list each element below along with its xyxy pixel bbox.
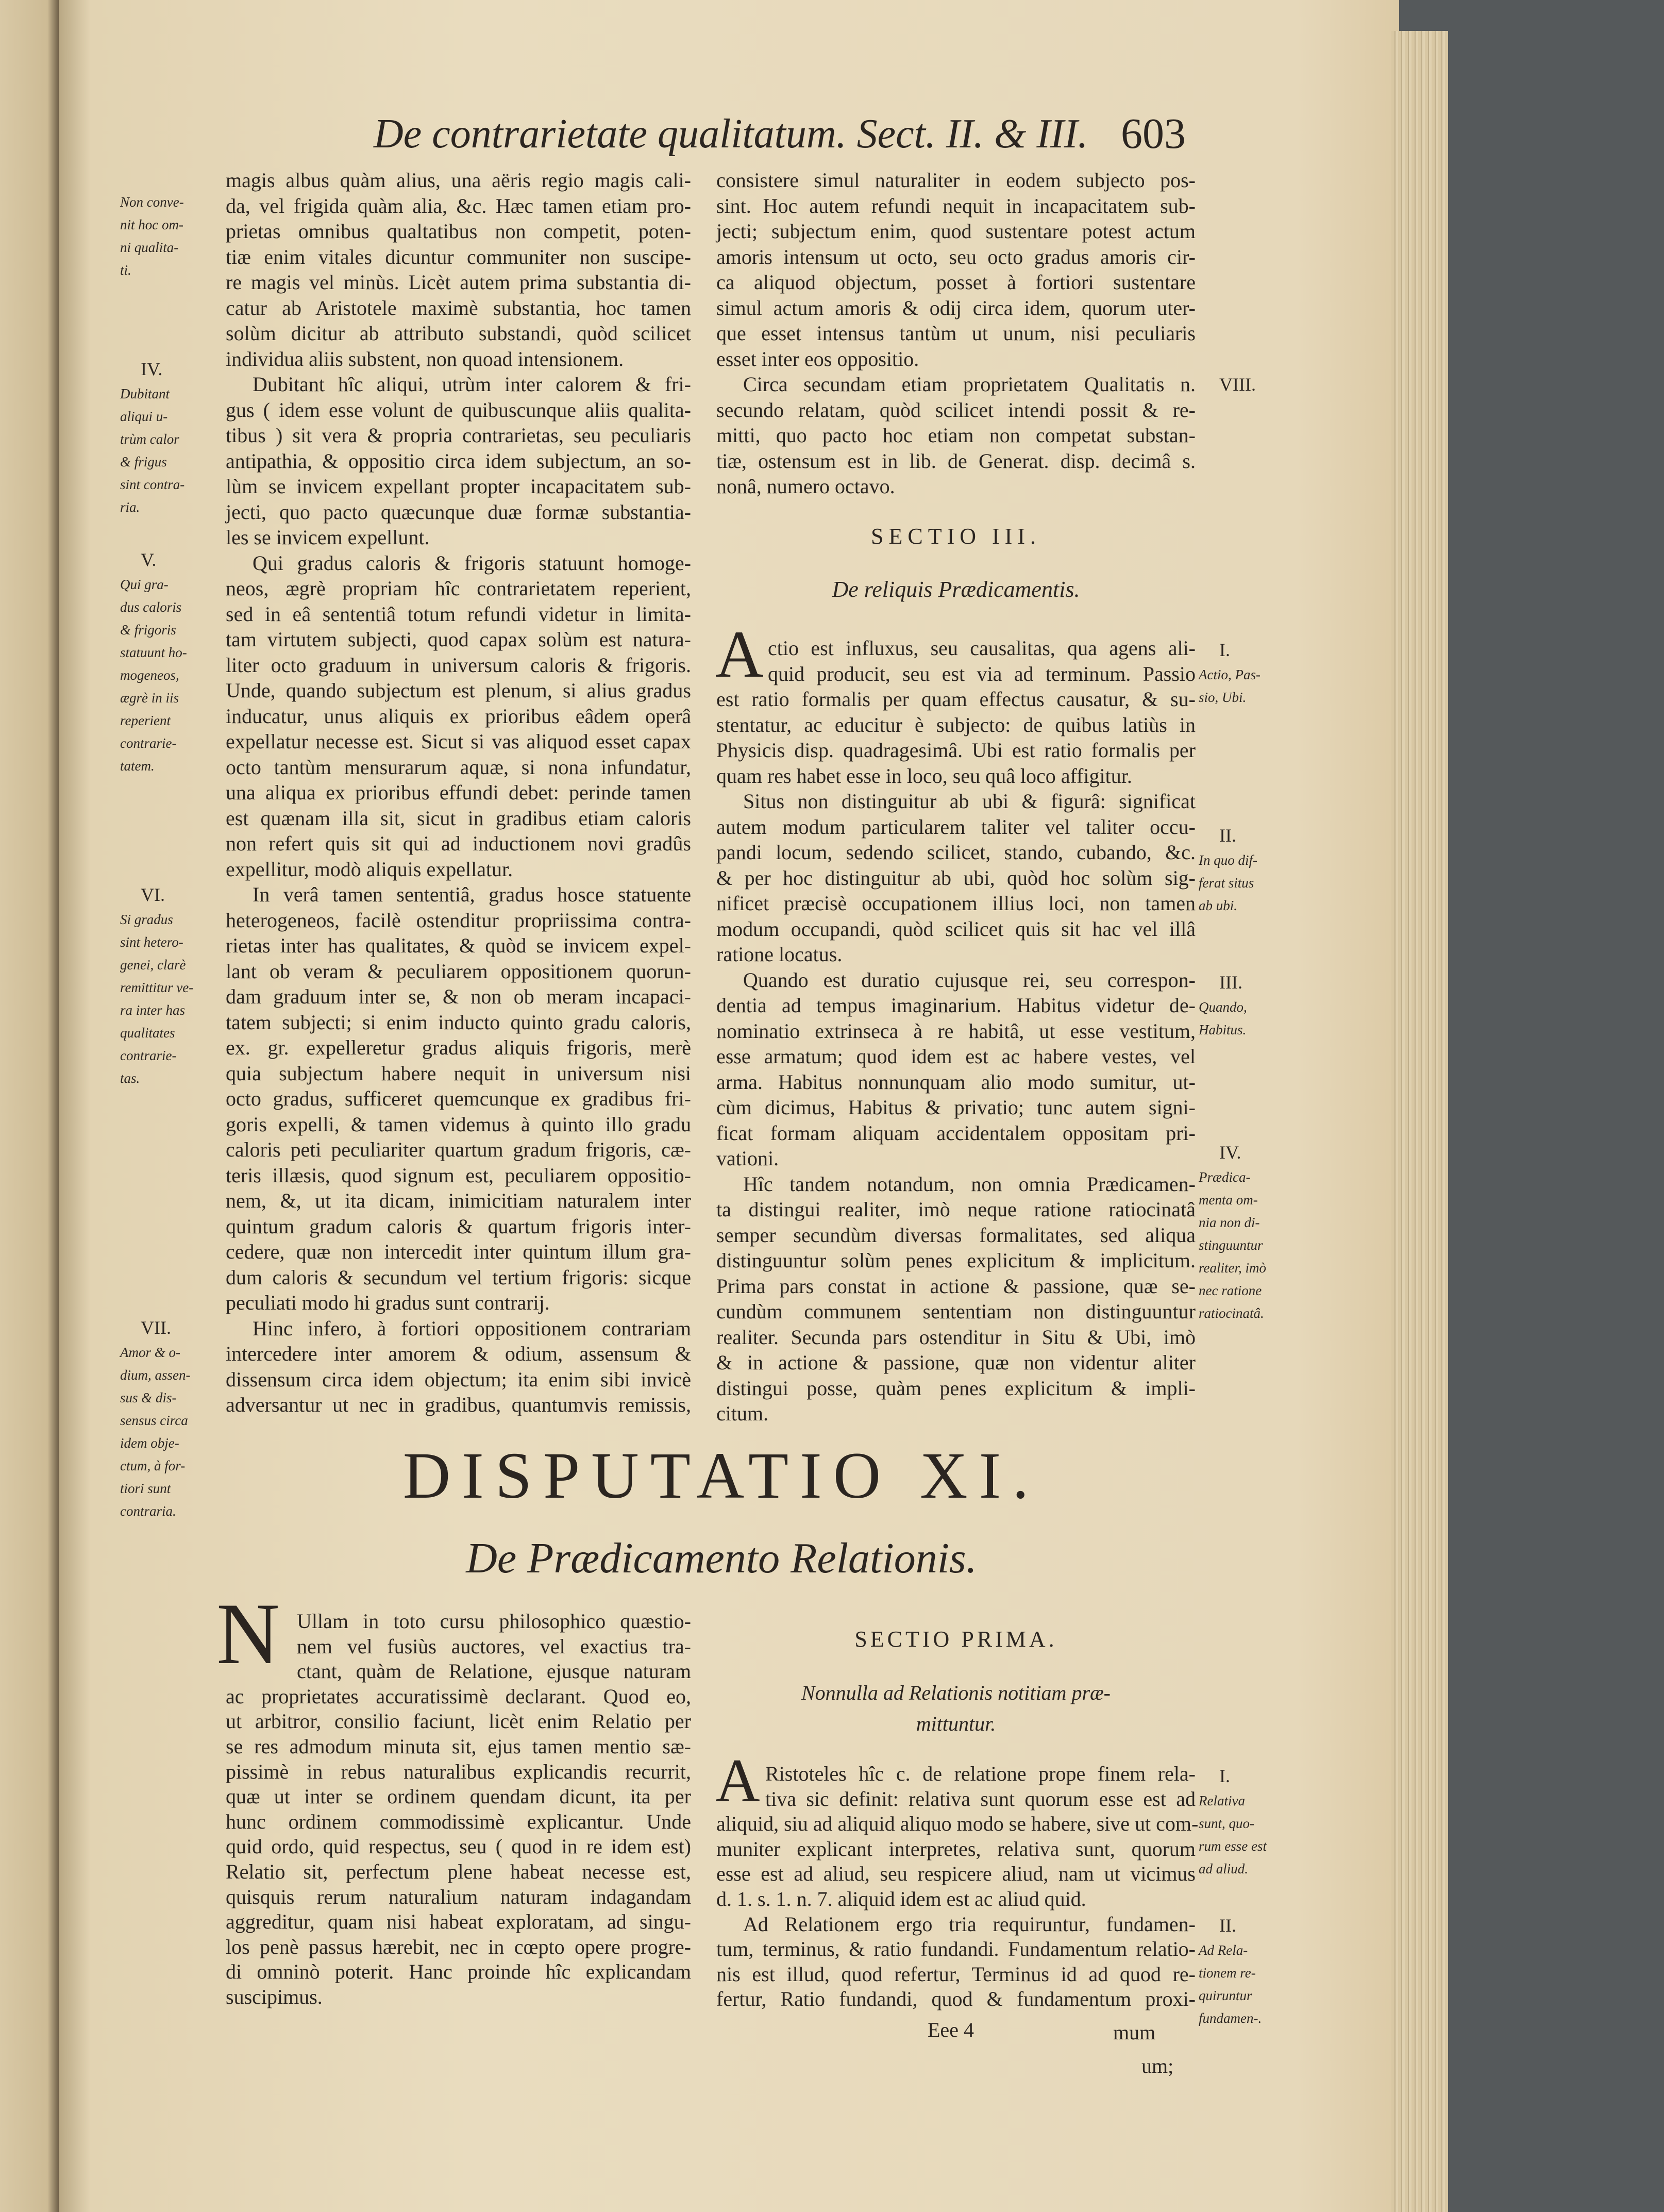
text-line: tiæ, ostensum est in lib. de Generat. disp. decimâ s. xyxy=(716,449,1196,473)
text-line: non refert quis sit qui ad inductionem novi gradûs xyxy=(226,832,691,855)
margin-note-line: Habitus. xyxy=(1199,1022,1247,1037)
text-line: vationi. xyxy=(716,1147,779,1170)
margin-note-line: ad aliud. xyxy=(1199,1861,1249,1876)
text-line: sint. Hoc autem refundi nequit in incapacitatem sub- xyxy=(716,194,1196,217)
text-line: ex. gr. expelleretur gradus aliquis frigoris, merè xyxy=(226,1036,691,1059)
margin-note-line: sus & dis- xyxy=(120,1390,177,1405)
text-line: jecti, quo pacto quæcunque duæ formæ substantia- xyxy=(226,500,691,524)
margin-note-line: contrarie- xyxy=(120,735,177,751)
text-line: da, vel frigida quàm alia, &c. Hæc tamen etiam pro- xyxy=(226,194,691,217)
catchword: mum xyxy=(1113,2021,1156,2044)
text-line: autem modum particularem taliter vel taliter occu- xyxy=(716,815,1196,839)
text-line: ta distingui realiter, imò neque ratione ratiocinatâ xyxy=(716,1198,1196,1221)
section-3-text xyxy=(716,635,1196,1427)
margin-note-line: nit hoc om- xyxy=(120,217,183,232)
text-line: Relatio sit, perfectum plene habeat necesse est, xyxy=(226,1859,691,1883)
margin-note-line: tionem re- xyxy=(1199,1965,1256,1981)
text-line: suscipimus. xyxy=(226,1985,323,2008)
text-line: di omninò poterit. Hanc proinde hîc explicandam xyxy=(226,1960,691,1984)
text-line: heterogeneos, facilè ostenditur propriissima contra- xyxy=(226,908,691,932)
margin-note-line: tatem. xyxy=(120,758,155,774)
margin-note-line: ægrè in iis xyxy=(120,690,179,706)
text-line: aliquid, siu ad aliquid aliquo modo se habere, sive ut com- xyxy=(716,1812,1199,1836)
text-line: expellatur necesse est. Sicut si vas aliquod esset capax xyxy=(226,730,691,753)
text-line: gus ( idem esse volunt de quibuscunque aliis qualita- xyxy=(226,398,691,422)
text-line: tiæ enim vitales dicuntur communiter non suscipe- xyxy=(226,245,691,269)
text-line: quam res habet esse in loco, seu quâ loco affigitur. xyxy=(716,764,1132,787)
text-line: est ratio formalis per quam effectus causatur, & su- xyxy=(716,688,1196,711)
text-line: sed in eâ sententiâ totum refundi videtur in limita- xyxy=(226,602,691,626)
margin-note-line: Non conve- xyxy=(120,194,184,210)
text-line: magis albus quàm alius, una aëris regio magis cali- xyxy=(226,169,691,192)
margin-note-number: IV. xyxy=(141,359,163,379)
margin-note-line: Relativa xyxy=(1199,1793,1245,1808)
text-line: nominatio extrinseca à re habitâ, ut esse vestitum, xyxy=(716,1019,1196,1043)
text-line: dissensum circa idem objectum; ita enim sibi invicè xyxy=(226,1367,691,1391)
disputation-text xyxy=(226,1609,691,2010)
text-line: semper secundùm diversas formalitates, sed aliqua xyxy=(716,1223,1196,1247)
text-line: Ad Relationem ergo tria requiruntur, fundamen- xyxy=(743,1912,1196,1936)
text-line: citum. xyxy=(716,1402,769,1425)
text-line: lùm se invicem expellant propter incapacitatem sub- xyxy=(226,475,691,498)
margin-note-line: ratiocinatâ. xyxy=(1199,1305,1264,1321)
text-line: goris expelli, & tamen videmus à quinto illo gradu xyxy=(226,1112,691,1136)
margin-note-line: fundamen-. xyxy=(1199,2010,1262,2026)
text-line: nem, &, ut ita dicam, inimicitiam naturalem inter xyxy=(226,1189,691,1212)
margin-note xyxy=(1199,1763,1267,1880)
right-column xyxy=(716,167,1196,499)
text-line: simul actum amoris & odij circa idem, quorum uter- xyxy=(716,296,1196,320)
margin-note-line: & frigoris xyxy=(120,622,176,638)
text-line: esse armatum; quod idem est ac habere vestes, vel xyxy=(716,1045,1196,1068)
text-line: quintum gradum caloris & quartum frigoris inter- xyxy=(226,1214,691,1238)
margin-note-line: Quando, xyxy=(1199,999,1247,1015)
text-line: caloris peti peculiariter quartum gradum frigoris, cæ- xyxy=(226,1138,691,1161)
margin-note-line: ra inter has xyxy=(120,1002,186,1018)
text-line: dum caloris & secundum vel tertium frigoris: sicque xyxy=(226,1265,691,1289)
text-line: antipathia, & oppositio circa idem subjectum, an so- xyxy=(226,449,691,473)
text-line: Physicis disp. quadragesimâ. Ubi est ratio formalis per xyxy=(716,739,1196,762)
text-line: distinguuntur solùm penes explicitum & implicitum. xyxy=(716,1249,1196,1272)
margin-note-number: VII. xyxy=(141,1317,171,1338)
text-line: est quænam illa sit, sicut in gradibus etiam caloris xyxy=(226,806,691,830)
text-line: fertur, Ratio fundandi, quod & fundamentum proxi- xyxy=(716,1987,1196,2011)
text-line: quia subjectum habere nequit in universum nisi xyxy=(226,1061,691,1085)
margin-note-line: rum esse est xyxy=(1199,1838,1267,1854)
text-line: octo gradus, sufficeret quemcunque ex gradibus fri- xyxy=(226,1087,691,1110)
text-line: peculiati modo hi gradus sunt contrarij. xyxy=(226,1291,550,1314)
text-line: ut arbitror, consilio faciunt, licèt enim Relatio per xyxy=(226,1710,691,1733)
margin-note xyxy=(120,356,184,518)
text-line: prietas omnibus qualtatibus non competit, poten- xyxy=(226,220,691,243)
text-line: ctio est influxus, seu causalitas, qua agens ali- xyxy=(768,636,1196,660)
margin-note-number: II. xyxy=(1219,825,1236,846)
margin-note-line: contrarie- xyxy=(120,1048,177,1063)
text-line: distingui posse, quàm penes explicitum & impli- xyxy=(716,1376,1196,1400)
margin-note xyxy=(120,1314,191,1522)
text-line: tibus ) sit vera & propria contrarietas, seu peculiaris xyxy=(226,424,691,447)
text-line: una aliqua ex prioribus effundi debet: perinde tamen xyxy=(226,781,691,804)
text-line: realiter. Secunda pars ostenditur in Situ & Ubi, imò xyxy=(716,1325,1196,1349)
margin-note-line: Prædica- xyxy=(1199,1169,1251,1185)
margin-note-line: In quo dif- xyxy=(1199,852,1257,868)
text-line: pissimè in rebus naturalibus explicandis recurrit, xyxy=(226,1759,691,1783)
text-line: pandi locum, sedendo scilicet, stando, cubando, &c. xyxy=(716,841,1196,864)
margin-note-line: Qui gra- xyxy=(120,577,169,592)
text-line: Prima pars constat in actione & passione, quæ se- xyxy=(716,1274,1196,1298)
section-1-text xyxy=(716,1762,1199,2012)
margin-note xyxy=(120,191,184,281)
text-line: quæ ut inter se ordinem quendam dicunt, ita per xyxy=(226,1785,691,1808)
left-column xyxy=(226,167,691,1418)
margin-note xyxy=(1199,636,1260,709)
text-line: quid producit, seu est via ad terminum. Passio xyxy=(768,662,1196,685)
text-line: inducatur, unus aliquis ex prioribus eâdem operâ xyxy=(226,704,691,728)
margin-note-number: II. xyxy=(1219,1915,1236,1936)
text-line: aggreditur, quam nisi habeat exploratam, ad singu- xyxy=(226,1910,691,1934)
margin-note-line: Si gradus xyxy=(120,912,173,927)
text-line: secundo relatam, quòd scilicet intendi possit & re- xyxy=(716,398,1196,422)
signature-mark: Eee 4 xyxy=(928,2018,974,2041)
drop-cap: N xyxy=(216,1585,280,1682)
margin-note-line: ti. xyxy=(120,262,131,278)
margin-note-line: sio, Ubi. xyxy=(1199,690,1247,705)
text-line: que esset intensus tantùm ut unum, nisi peculiaris xyxy=(716,322,1196,345)
text-line: stentatur, ac educitur è subjecto: de quibus latiùs in xyxy=(716,713,1196,736)
margin-note-line: remittitur ve- xyxy=(120,980,194,995)
text-line: Dubitant hîc aliqui, utrùm inter calorem & fri- xyxy=(253,373,691,396)
text-line: Ristoteles hîc c. de relatione prope finem rela- xyxy=(765,1762,1196,1785)
text-line: & in actione & passione, quæ non videntur aliter xyxy=(716,1351,1196,1374)
margin-note-number: V. xyxy=(141,549,157,570)
margin-note-line: statuunt ho- xyxy=(120,645,187,660)
disputation-subtitle: De Prædicamento Relationis. xyxy=(466,1534,977,1582)
text-line: esset inter eos oppositio. xyxy=(716,347,919,371)
page-edges xyxy=(1391,31,1448,2212)
text-line: teris illæsis, quod signum est, peculiarem oppositio- xyxy=(226,1163,691,1187)
margin-note-line: dus caloris xyxy=(120,599,182,615)
section-subtitle xyxy=(716,1678,1196,1739)
margin-note-number: I. xyxy=(1219,1766,1230,1786)
text-line: consistere simul naturaliter in eodem subjecto pos- xyxy=(716,169,1196,192)
margin-note-line: ab ubi. xyxy=(1199,898,1238,913)
text-line: Hîc tandem notandum, non omnia Prædicamen- xyxy=(743,1172,1196,1196)
margin-note-line: mogeneos, xyxy=(120,667,179,683)
text-line: Unde, quando subjectum est plenum, si alius gradus xyxy=(226,679,691,702)
text-line: Ullam in toto cursu philosophico quæstio- xyxy=(297,1610,691,1633)
margin-note-number: I. xyxy=(1219,640,1230,660)
text-line: octo tantùm mensurarum aquæ, si nona infundatur, xyxy=(226,755,691,779)
text-line: jecti; subjectum enim, quod sustentare potest actum xyxy=(716,220,1196,243)
text-line: ca aliquod objectum, posset à fortiori sustentare xyxy=(716,271,1196,294)
margin-note-line: sensus circa xyxy=(120,1413,188,1428)
drop-cap: A xyxy=(715,1746,760,1815)
margin-note-line: ctum, à for- xyxy=(120,1458,186,1473)
text-line: tatem subjecti; si enim inducto quinto gradu caloris, xyxy=(226,1010,691,1034)
margin-note-line: aliqui u- xyxy=(120,409,168,424)
text-line: d. 1. s. 1. n. 7. aliquid idem est ac aliud quid. xyxy=(716,1887,1086,1911)
margin-note xyxy=(1199,1139,1266,1325)
margin-note-line: ferat situs xyxy=(1199,875,1254,891)
text-line: cùm dicimus, Habitus & privatio; tunc autem signi- xyxy=(716,1096,1196,1119)
text-line: mitti, quo pacto hoc etiam non competat substan- xyxy=(716,424,1196,447)
margin-note-line: Amor & o- xyxy=(120,1345,180,1360)
disputation-title: DISPUTATIO XI. xyxy=(402,1439,1040,1512)
running-title: De contrarietate qualitatum. Sect. II. & III. xyxy=(374,111,1088,157)
text-line: Qui gradus caloris & frigoris statuunt homoge- xyxy=(253,551,691,575)
text-line: lant ob veram & peculiarem oppositionem quorun- xyxy=(226,959,691,983)
margin-note-line: tiori sunt xyxy=(120,1481,171,1496)
text-line: Circa secundam etiam proprietatem Qualitatis n. xyxy=(743,373,1196,396)
text-line: expellitur, modò aliquis expellatur. xyxy=(226,857,513,881)
text-line: nonâ, numero octavo. xyxy=(716,475,895,498)
page-number: 603 xyxy=(1121,110,1186,158)
margin-note-line: quiruntur xyxy=(1199,1988,1252,2003)
text-line: ctant, quàm de Relatione, ejusque naturam xyxy=(297,1660,691,1683)
text-line: intercedere inter amorem & odium, assensum & xyxy=(226,1342,691,1365)
margin-note-line: genei, clarè xyxy=(120,957,186,973)
text-line: dam graduum inter se, & non ob meram incapaci- xyxy=(226,985,691,1008)
margin-note-line: nia non di- xyxy=(1199,1215,1260,1230)
text-line: cundùm communem sententiam non distinguuntur xyxy=(716,1300,1196,1323)
margin-note-line: dium, assen- xyxy=(120,1367,191,1383)
margin-note-line: Dubitant xyxy=(120,386,170,401)
text-line: Hinc infero, à fortiori oppositionem contrariam xyxy=(253,1316,691,1340)
section-heading: SECTIO III. xyxy=(871,524,1041,549)
text-line: amoris intensum ut octo, seu octo gradus amoris cir- xyxy=(716,245,1196,269)
margin-note xyxy=(1199,371,1256,398)
margin-note-line: Ad Rela- xyxy=(1199,1942,1248,1958)
margin-note-line: qualitates xyxy=(120,1025,175,1041)
text-line: los penè passus hærebit, nec in cœpto opere progre- xyxy=(226,1935,691,1958)
text-line: nem vel fusiùs auctores, vel exactius tra- xyxy=(297,1634,691,1658)
margin-note-line: menta om- xyxy=(1199,1192,1258,1208)
margin-note-line: idem obje- xyxy=(120,1435,179,1451)
text-line: nificet præcisè occupationem illius loci, non tamen xyxy=(716,892,1196,915)
text-line: Quando est duratio cujusque rei, seu correspon- xyxy=(743,968,1196,992)
subtitle-line: Nonnulla ad Relationis notitiam præ- xyxy=(801,1681,1111,1704)
text-line: In verâ tamen sententiâ, gradus hosce statuente xyxy=(253,883,691,906)
text-line: se res admodum minuta sit, ejus tamen mentio sæ- xyxy=(226,1734,691,1758)
text-line: solùm dicitur ab attributo substandi, quòd scilicet xyxy=(226,322,691,345)
subtitle-line: mittuntur. xyxy=(916,1712,996,1735)
catchword-offset: um; xyxy=(1141,2054,1174,2077)
margin-note-line: sint contra- xyxy=(120,477,185,492)
text-line: tiva sic definit: relativa sunt quorum esse est ad xyxy=(765,1787,1196,1811)
margin-note-line: ni qualita- xyxy=(120,240,179,255)
text-line: re magis vel minùs. Licèt autem prima substantia di- xyxy=(226,271,691,294)
margin-note-line: contraria. xyxy=(120,1503,176,1519)
text-line: tam virtutem subjecti, quod capax solùm est natura- xyxy=(226,628,691,651)
margin-note xyxy=(1199,1912,1262,2030)
margin-note-number: VIII. xyxy=(1219,374,1256,395)
text-line: quid ordo, quid respectus, seu ( quod in re idem est) xyxy=(226,1835,691,1858)
text-line: catur ab Aristotele maximè substantia, hoc tamen xyxy=(226,296,691,320)
text-line: individua aliis substent, non quoad intensionem. xyxy=(226,347,624,371)
text-line: arma. Habitus nonnunquam alio modo sumitur, ut- xyxy=(716,1070,1196,1094)
text-line: modum occupandi, quòd scilicet quis sit hac vel illâ xyxy=(716,917,1196,941)
text-line: dentia ad tempus imaginarium. Habitus videtur de- xyxy=(716,994,1196,1017)
text-line: ac proprietates accuratissimè declarant. Quod eo, xyxy=(226,1684,691,1708)
text-line: rietas inter has qualitates, & quòd se invicem expel- xyxy=(226,934,691,957)
drop-cap: A xyxy=(715,617,764,692)
section-heading: SECTIO PRIMA. xyxy=(854,1627,1057,1652)
margin-note-line: ria. xyxy=(120,499,140,515)
text-line: ratione locatus. xyxy=(716,943,843,966)
margin-note-line: trùm calor xyxy=(120,431,179,447)
margin-note xyxy=(1199,822,1257,917)
text-line: nis est illud, quod refertur, Terminus id ad quod re- xyxy=(716,1962,1196,1986)
margin-note xyxy=(120,546,187,777)
margin-note-line: stinguuntur xyxy=(1199,1237,1263,1253)
margin-note-line: tas. xyxy=(120,1070,140,1086)
text-line: ficat formam aliquam accidentalem oppositam pri- xyxy=(716,1121,1196,1145)
margin-note-number: IV. xyxy=(1219,1142,1241,1163)
margin-note-line: nec ratione xyxy=(1199,1283,1262,1298)
text-line: esse est ad aliud, seu respicere aliud, nam ut vicimus xyxy=(716,1862,1196,1886)
text-line: hunc ordinem commodissimè explicantur. Unde xyxy=(226,1809,691,1833)
text-line: adversantur ut nec in gradibus, quantumvis remissis, xyxy=(226,1393,691,1416)
margin-note-line: reperient xyxy=(120,713,171,728)
text-line: liter octo graduum in universum caloris & frigoris. xyxy=(226,653,691,677)
text-line: neos, ægrè propriam hîc contrarietatem reperient, xyxy=(226,577,691,600)
margin-note-line: realiter, imò xyxy=(1199,1260,1266,1276)
text-line: & per hoc distinguitur ab ubi, quòd hoc solùm sig- xyxy=(716,866,1196,890)
margin-note-line: sint hetero- xyxy=(120,934,183,950)
text-line: muniter explicant interpretes, relativa sunt, quorum xyxy=(716,1837,1196,1861)
margin-note-number: VI. xyxy=(141,884,165,905)
text-line: les se invicem expellunt. xyxy=(226,526,430,549)
facing-page-edge xyxy=(0,0,59,2212)
text-line: cedere, quæ non intercedit inter quintum illum gra- xyxy=(226,1240,691,1263)
text-line: tum, terminus, & ratio fundandi. Fundamentum relatio- xyxy=(716,1937,1196,1961)
margin-note-line: sunt, quo- xyxy=(1199,1816,1254,1831)
section-subtitle: De reliquis Prædicamentis. xyxy=(832,577,1080,602)
margin-note xyxy=(120,881,193,1090)
text-line: quisquis rerum naturalium naturam indagandam xyxy=(226,1885,691,1908)
margin-note xyxy=(1199,969,1247,1041)
margin-note-line: Actio, Pas- xyxy=(1199,667,1260,682)
text-line: Situs non distinguitur ab ubi & figurâ: significat xyxy=(743,790,1196,813)
margin-note-number: III. xyxy=(1219,972,1242,993)
margin-note-line: & frigus xyxy=(120,454,167,470)
